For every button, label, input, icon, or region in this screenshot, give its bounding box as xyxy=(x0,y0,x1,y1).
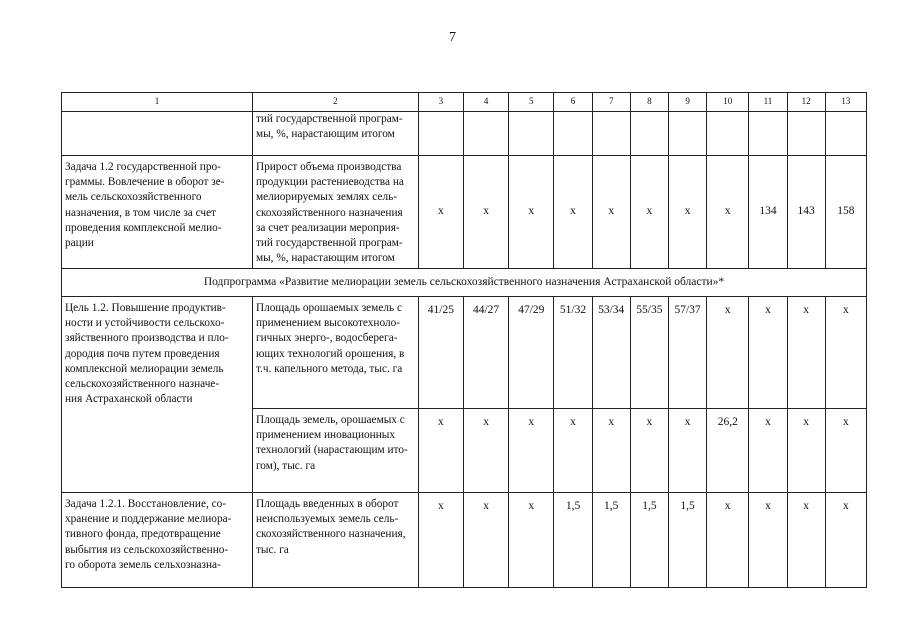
header-cell: 7 xyxy=(592,93,630,112)
value-cell: x xyxy=(707,156,749,269)
value-cell: x xyxy=(787,409,825,493)
header-cell: 5 xyxy=(509,93,554,112)
page-number: 7 xyxy=(449,30,456,45)
goal-cell: Задача 1.2 государственной про- граммы. Вовлечение в оборот зе- мель сельскохозяйственного назначения, в том числе за счет проведения комплексной мелио- рации xyxy=(62,156,253,269)
value-cell: x xyxy=(668,409,706,493)
value-cell: 53/34 xyxy=(592,297,630,409)
table-row xyxy=(62,156,867,269)
value-cell: 158 xyxy=(825,156,866,269)
header-cell: 13 xyxy=(825,93,866,112)
value-cell: 47/29 xyxy=(509,297,554,409)
value-cell: x xyxy=(509,156,554,269)
value-cell: x xyxy=(630,156,668,269)
value-cell: 134 xyxy=(749,156,787,269)
value-cell xyxy=(749,112,787,156)
indicators-table xyxy=(61,92,867,588)
indicator-cell: Площадь земель, орошаемых с применением иновационных технологий (нарастающим ито- гом), тыс. га xyxy=(252,409,418,493)
value-cell xyxy=(668,112,706,156)
value-cell: x xyxy=(749,493,787,588)
value-cell: 143 xyxy=(787,156,825,269)
value-cell: 57/37 xyxy=(668,297,706,409)
value-cell: x xyxy=(463,156,508,269)
value-cell xyxy=(787,112,825,156)
indicator-cell: Площадь введенных в оборот неиспользуемых земель сель- скохозяйственного назначения, тыс. га xyxy=(252,493,418,588)
value-cell: x xyxy=(825,409,866,493)
table-row xyxy=(62,493,867,588)
value-cell xyxy=(592,112,630,156)
value-cell: x xyxy=(749,297,787,409)
value-cell: x xyxy=(554,156,592,269)
value-cell xyxy=(825,112,866,156)
table-header-row xyxy=(62,93,867,112)
subprogram-row xyxy=(62,269,867,297)
value-cell: 1,5 xyxy=(592,493,630,588)
value-cell: 55/35 xyxy=(630,297,668,409)
value-cell: 41/25 xyxy=(418,297,463,409)
value-cell xyxy=(707,112,749,156)
value-cell: x xyxy=(463,409,508,493)
value-cell: x xyxy=(787,297,825,409)
value-cell: 1,5 xyxy=(630,493,668,588)
value-cell: x xyxy=(825,297,866,409)
header-cell: 2 xyxy=(252,93,418,112)
goal-cell xyxy=(62,112,253,156)
value-cell: x xyxy=(554,409,592,493)
header-cell: 4 xyxy=(463,93,508,112)
value-cell xyxy=(463,112,508,156)
value-cell: x xyxy=(418,493,463,588)
indicator-cell: Прирост объема производства продукции растениеводства на мелиорируемых землях сель- скохозяйственного назначения за счет реализации мероприя- тий государственной програм- мы, %, нарастающим итогом xyxy=(252,156,418,269)
value-cell xyxy=(509,112,554,156)
value-cell: x xyxy=(630,409,668,493)
table-row xyxy=(62,297,867,409)
value-cell: x xyxy=(509,493,554,588)
header-cell: 11 xyxy=(749,93,787,112)
header-cell: 9 xyxy=(668,93,706,112)
goal-cell: Задача 1.2.1. Восстановление, со- хранение и поддержание мелиора- тивного фонда, предотвращение выбытия из сельскохозяйственно- го оборота земель сельхозназна- xyxy=(62,493,253,588)
value-cell: x xyxy=(787,493,825,588)
header-cell: 3 xyxy=(418,93,463,112)
subprogram-title: Подпрограмма «Развитие мелиорации земель сельскохозяйственного назначения Астраханской области»* xyxy=(62,269,867,297)
value-cell xyxy=(418,112,463,156)
value-cell: x xyxy=(592,409,630,493)
value-cell: x xyxy=(592,156,630,269)
value-cell: x xyxy=(825,493,866,588)
header-cell: 6 xyxy=(554,93,592,112)
value-cell: x xyxy=(509,409,554,493)
table-row xyxy=(62,112,867,156)
value-cell: x xyxy=(707,297,749,409)
value-cell: x xyxy=(668,156,706,269)
value-cell: x xyxy=(418,409,463,493)
goal-cell: Цель 1.2. Повышение продуктив- ности и устойчивости сельскохо- зяйственного производства и пло- дородия почв путем проведения комплексной мелиорации земель сельскохозяйственного назначе- ния Астраханской области xyxy=(62,297,253,493)
value-cell: x xyxy=(749,409,787,493)
header-cell: 8 xyxy=(630,93,668,112)
value-cell xyxy=(630,112,668,156)
value-cell: x xyxy=(418,156,463,269)
header-cell: 12 xyxy=(787,93,825,112)
value-cell: 1,5 xyxy=(554,493,592,588)
header-cell: 10 xyxy=(707,93,749,112)
value-cell: 1,5 xyxy=(668,493,706,588)
value-cell: 51/32 xyxy=(554,297,592,409)
value-cell: x xyxy=(463,493,508,588)
header-cell: 1 xyxy=(62,93,253,112)
indicator-cell: Площадь орошаемых земель с применением высокотехноло- гичных энерго-, водосберега- ющих технологий орошения, в т.ч. капельного метода, тыс. га xyxy=(252,297,418,409)
value-cell xyxy=(554,112,592,156)
indicator-cell: тий государственной програм- мы, %, нарастающим итогом xyxy=(252,112,418,156)
value-cell: 26,2 xyxy=(707,409,749,493)
value-cell: x xyxy=(707,493,749,588)
value-cell: 44/27 xyxy=(463,297,508,409)
